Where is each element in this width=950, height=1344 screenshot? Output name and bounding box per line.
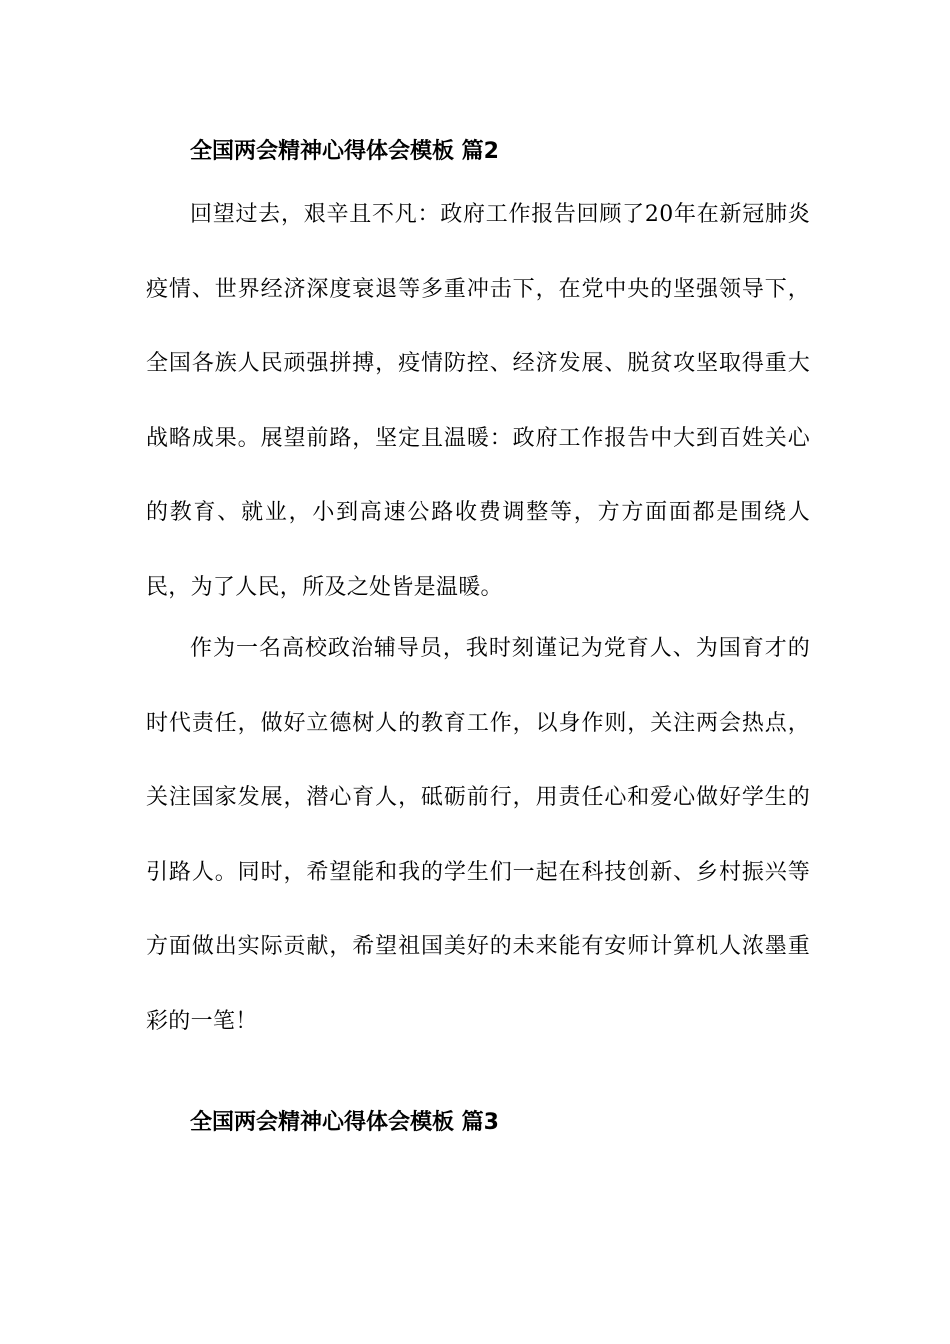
body-paragraph: 回望过去，艰辛且不凡：政府工作报告回顾了20年在新冠肺炎疫情、世界经济深度衰退等多重冲击下，在党中央的坚强领导下，全国各族人民顽强拼搏，疫情防控、经济发展、脱贫攻坚取得重大战略成果。展望前路，坚定且温暖：政府工作报告中大到百姓关心的教育、就业，小到高速公路收费调整等，方方面面都是围绕人民，为了人民，所及之处皆是温暖。 <box>146 202 810 600</box>
body-paragraph: 作为一名高校政治辅导员，我时刻谨记为党育人、为国育才的时代责任，做好立德树人的教育工作，以身作则，关注两会热点，关注国家发展，潜心育人，砥砺前行，用责任心和爱心做好学生的引路人。同时，希望能和我的学生们一起在科技创新、乡村振兴等方面做出实际贡献，希望祖国美好的未来能有安师计算机人浓墨重彩的一笔！ <box>146 636 810 1034</box>
section-heading: 全国两会精神心得体会模板 篇2 <box>190 139 499 164</box>
section-heading: 全国两会精神心得体会模板 篇3 <box>190 1110 499 1135</box>
